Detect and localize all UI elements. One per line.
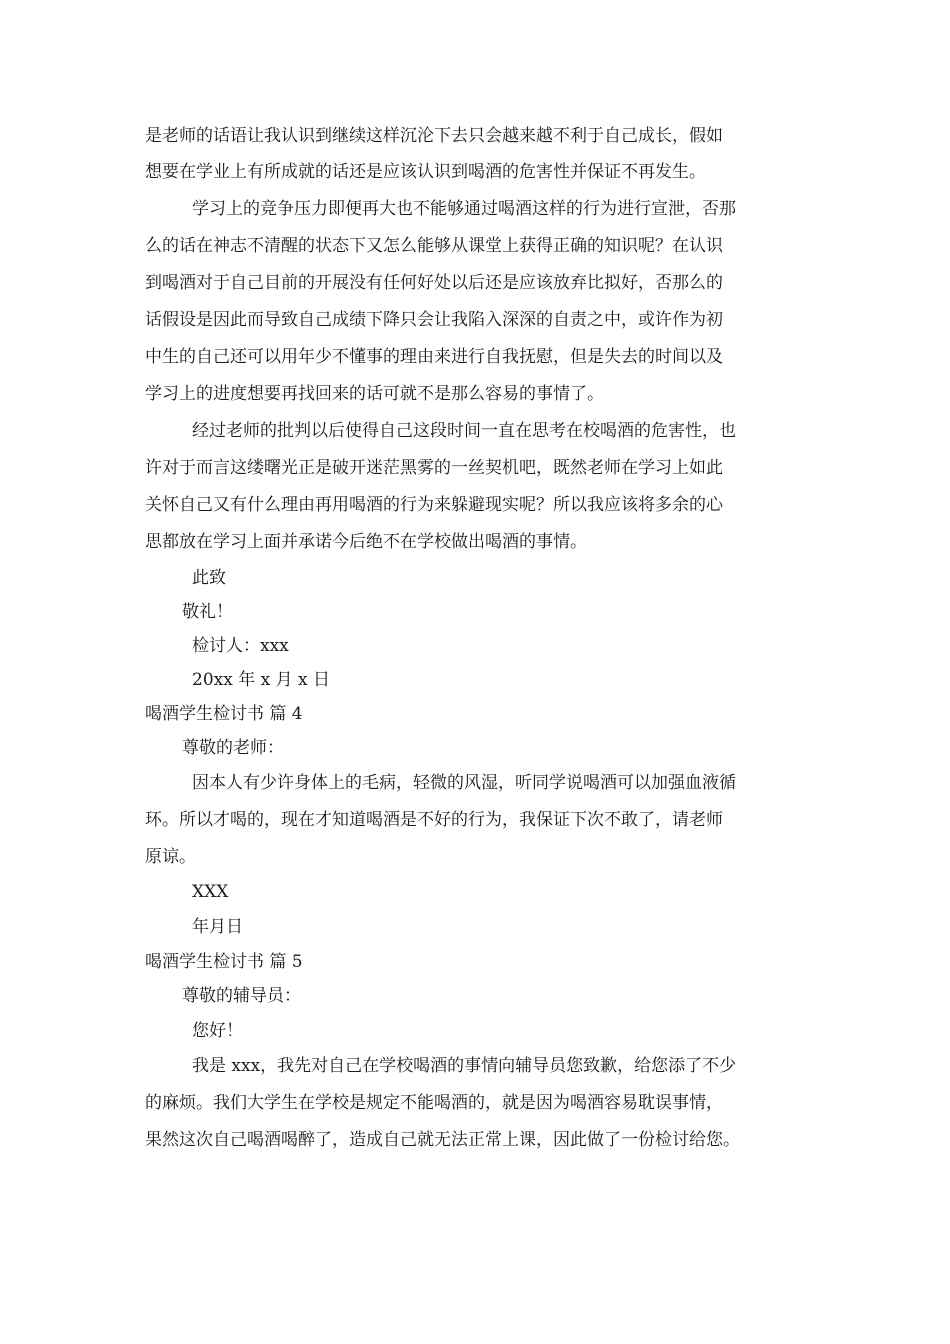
paragraph-line: 么的话在神志不清醒的状态下又怎么能够从课堂上获得正确的知识呢？在认识: [145, 236, 723, 256]
greeting: 尊敬的老师：: [182, 738, 284, 758]
salutation: 您好！: [192, 1021, 243, 1041]
signature: XXX: [192, 882, 229, 902]
paragraph-line: 话假设是因此而导致自己成绩下降只会让我陷入深深的自责之中，或许作为初: [145, 310, 723, 330]
date: 20xx 年 x 月 x 日: [192, 670, 331, 690]
date: 年月日: [192, 917, 243, 937]
paragraph-line: 果然这次自己喝酒喝醉了，造成自己就无法正常上课，因此做了一份检讨给您。: [145, 1130, 740, 1150]
paragraph-line: 我是 xxx，我先对自己在学校喝酒的事情向辅导员您致歉，给您添了不少: [192, 1056, 737, 1076]
paragraph-line: 学习上的竞争压力即便再大也不能够通过喝酒这样的行为进行宣泄，否那: [192, 199, 736, 219]
paragraph-line: 因本人有少许身体上的毛病，轻微的风湿，听同学说喝酒可以加强血液循: [192, 773, 736, 793]
closing-salutation: 此致: [192, 568, 226, 588]
paragraph-line: 经过老师的批判以后使得自己这段时间一直在思考在校喝酒的危害性，也: [192, 421, 736, 441]
paragraph-line: 是老师的话语让我认识到继续这样沉沦下去只会越来越不利于自己成长，假如: [145, 126, 723, 146]
section-heading: 喝酒学生检讨书 篇 4: [145, 704, 303, 724]
paragraph-line: 学习上的进度想要再找回来的话可就不是那么容易的事情了。: [145, 384, 604, 404]
section-heading: 喝酒学生检讨书 篇 5: [145, 952, 303, 972]
paragraph-line: 思都放在学习上面并承诺今后绝不在学校做出喝酒的事情。: [145, 532, 587, 552]
signature: 检讨人：xxx: [192, 636, 289, 656]
paragraph-line: 到喝酒对于自己目前的开展没有任何好处以后还是应该放弃比拟好，否那么的: [145, 273, 723, 293]
paragraph-line: 的麻烦。我们大学生在学校是规定不能喝酒的，就是因为喝酒容易耽误事情，: [145, 1093, 723, 1113]
greeting: 尊敬的辅导员：: [182, 986, 301, 1006]
paragraph-line: 环。所以才喝的，现在才知道喝酒是不好的行为，我保证下次不敢了，请老师: [145, 810, 723, 830]
paragraph-line: 关怀自己又有什么理由再用喝酒的行为来躲避现实呢？所以我应该将多余的心: [145, 495, 723, 515]
paragraph-line: 想要在学业上有所成就的话还是应该认识到喝酒的危害性并保证不再发生。: [145, 162, 706, 182]
closing-respect: 敬礼！: [182, 602, 233, 622]
paragraph-line: 中生的自己还可以用年少不懂事的理由来进行自我抚慰，但是失去的时间以及: [145, 347, 723, 367]
paragraph-line: 原谅。: [145, 847, 196, 867]
paragraph-line: 许对于而言这缕曙光正是破开迷茫黑雾的一丝契机吧，既然老师在学习上如此: [145, 458, 723, 478]
